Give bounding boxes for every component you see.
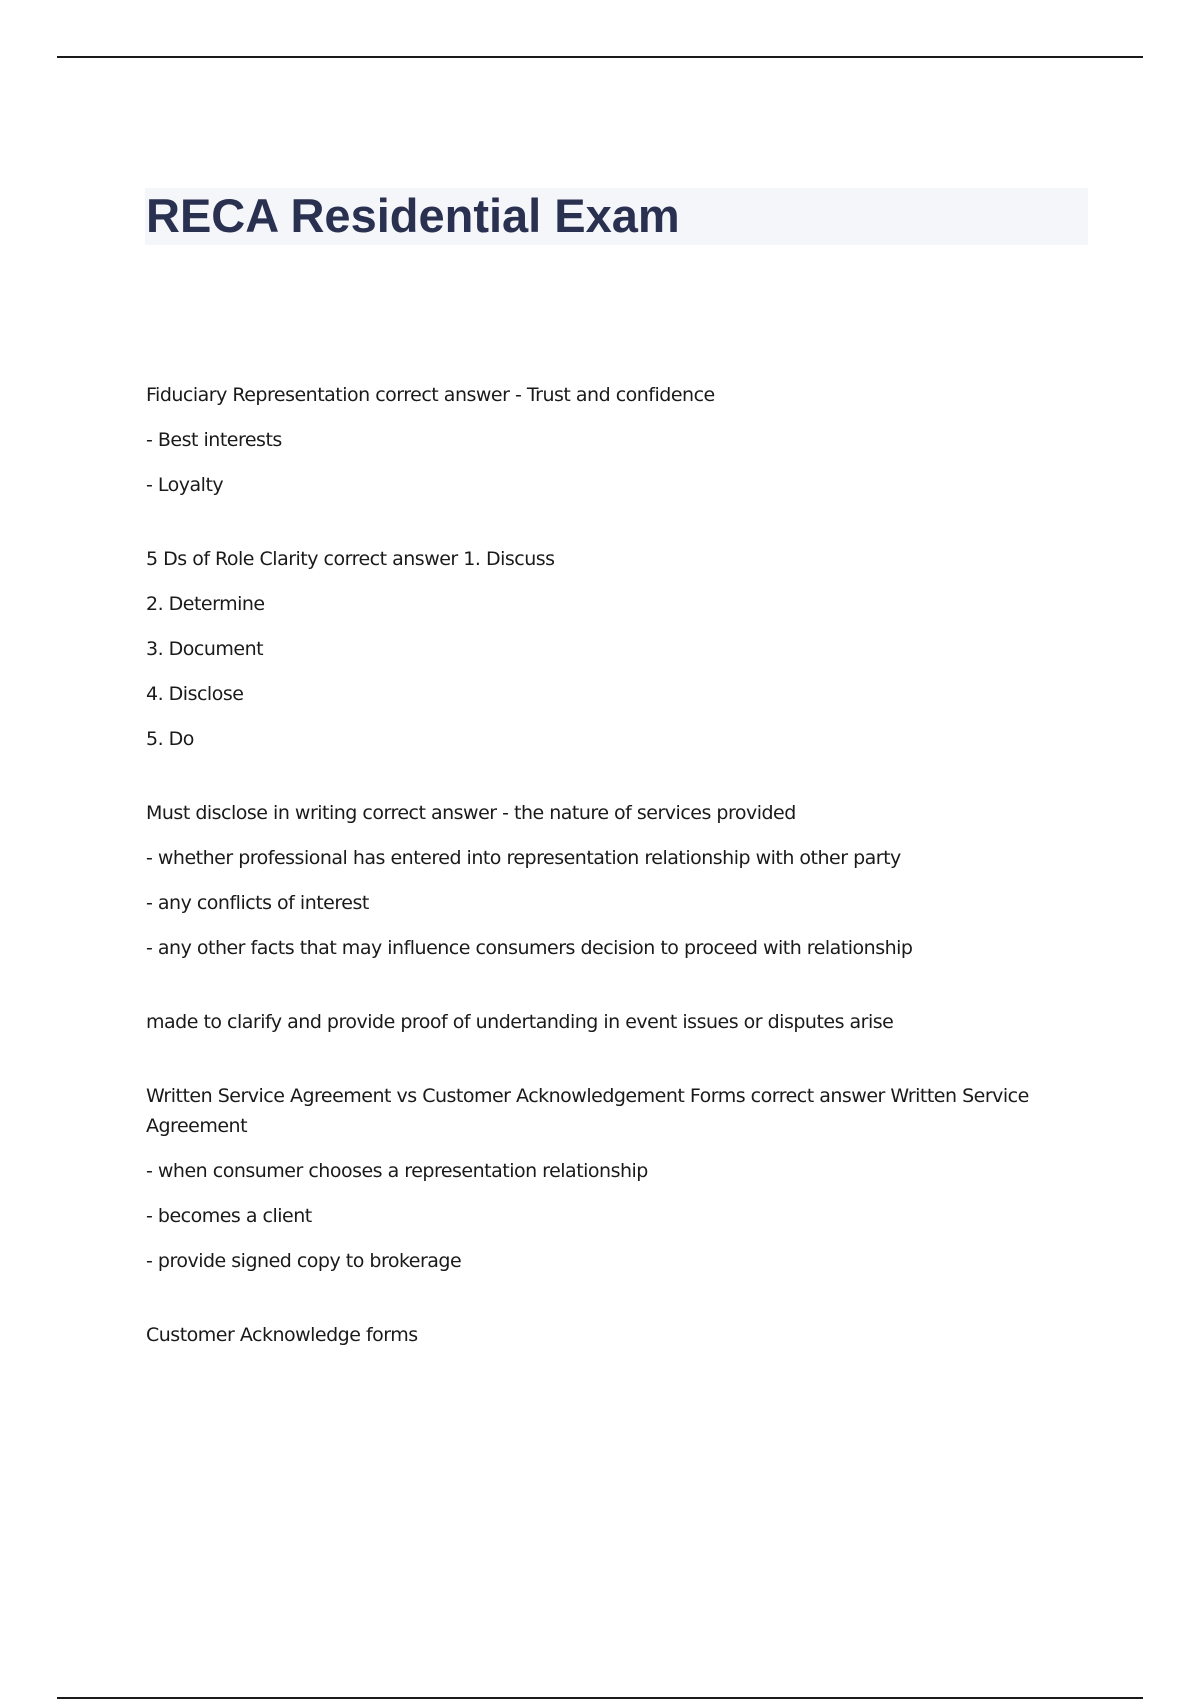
qa-line: 2. Determine	[146, 593, 265, 615]
bottom-rule	[57, 1697, 1143, 1699]
qa-block-disclose-writing	[146, 798, 1046, 963]
qa-line: Fiduciary Representation correct answer - Trust and confidence	[146, 384, 715, 406]
qa-block-fiduciary	[146, 380, 1046, 500]
qa-block-service-agreement	[146, 1081, 1046, 1276]
qa-block-clarify	[146, 1007, 1046, 1037]
qa-line: 4. Disclose	[146, 683, 244, 705]
qa-line: Customer Acknowledge forms	[146, 1324, 418, 1346]
qa-line: 5 Ds of Role Clarity correct answer 1. Discuss	[146, 548, 555, 570]
document-title: RECA Residential Exam	[146, 189, 680, 242]
qa-line: - any conflicts of interest	[146, 892, 369, 914]
qa-line: - becomes a client	[146, 1205, 312, 1227]
qa-line: Must disclose in writing correct answer - the nature of services provided	[146, 802, 796, 824]
qa-line: - provide signed copy to brokerage	[146, 1250, 462, 1272]
qa-line: Written Service Agreement vs Customer Acknowledgement Forms correct answer Written Service Agreement	[146, 1085, 1029, 1137]
qa-line: 5. Do	[146, 728, 194, 750]
qa-line: 3. Document	[146, 638, 264, 660]
qa-line: made to clarify and provide proof of undertanding in event issues or disputes arise	[146, 1011, 894, 1033]
qa-line: - Loyalty	[146, 474, 224, 496]
qa-block-customer-acknowledge	[146, 1320, 1046, 1350]
qa-line: - whether professional has entered into representation relationship with other party	[146, 847, 901, 869]
top-rule	[57, 56, 1143, 58]
document-body	[146, 380, 1046, 1394]
qa-block-role-clarity	[146, 544, 1046, 754]
qa-line: - Best interests	[146, 429, 282, 451]
qa-line: - when consumer chooses a representation relationship	[146, 1160, 648, 1182]
qa-line: - any other facts that may influence consumers decision to proceed with relationship	[146, 937, 913, 959]
